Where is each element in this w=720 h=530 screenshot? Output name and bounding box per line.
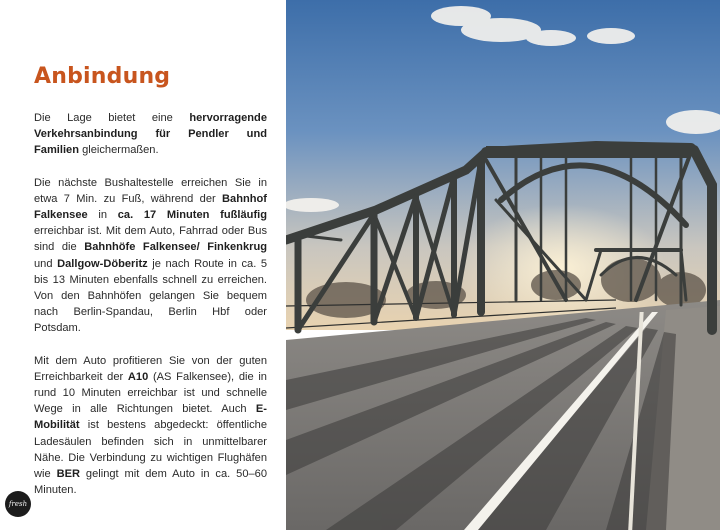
bridge-photo xyxy=(286,0,720,530)
brand-logo-text: fresh xyxy=(8,500,28,508)
body-text xyxy=(34,110,267,514)
arch-ornament xyxy=(486,146,691,158)
section-title: Anbindung xyxy=(34,64,171,89)
paragraph-intro: Die Lage bietet eine hervorragende Verkehrsanbindung für Pendler und Familien gleichermaßen. xyxy=(34,112,267,157)
text-column xyxy=(0,0,286,530)
bridge-illustration xyxy=(286,0,720,530)
brand-logo xyxy=(5,491,31,517)
paragraph-car: Mit dem Auto profitieren Sie von der guten Erreichbarkeit der A10 (AS Falkensee), die in rund 10 Minuten erreichbar ist und schnelle Wege in alle Richtungen bietet. Auch E-Mobilität ist bestens abgedeckt: öffentliche Ladesäulen befinden sich in unmittelbarer Nähe. Die Verbindung zu wichtigen Flughäfen wie BER gelingt mit dem Auto in ca. 50–60 Minuten. xyxy=(34,354,267,497)
paragraph-public-transport: Die nächste Bushaltestelle erreichen Sie in etwa 7 Min. zu Fuß, während der Bahnhof Falkensee in ca. 17 Minuten fußläufig erreichbar ist. Mit dem Auto, Fahrrad oder Bus sind die Bahnhöfe Falkensee/ Finkenkrug und Dallgow-Döberitz je nach Route in ca. 5 bis 13 Minuten ebenfalls schnell zu erreichen. Von den Bahnhöfen gelangen Sie bequem nach Berlin-Spandau, Berlin Hbf oder Potsdam. xyxy=(34,176,268,335)
